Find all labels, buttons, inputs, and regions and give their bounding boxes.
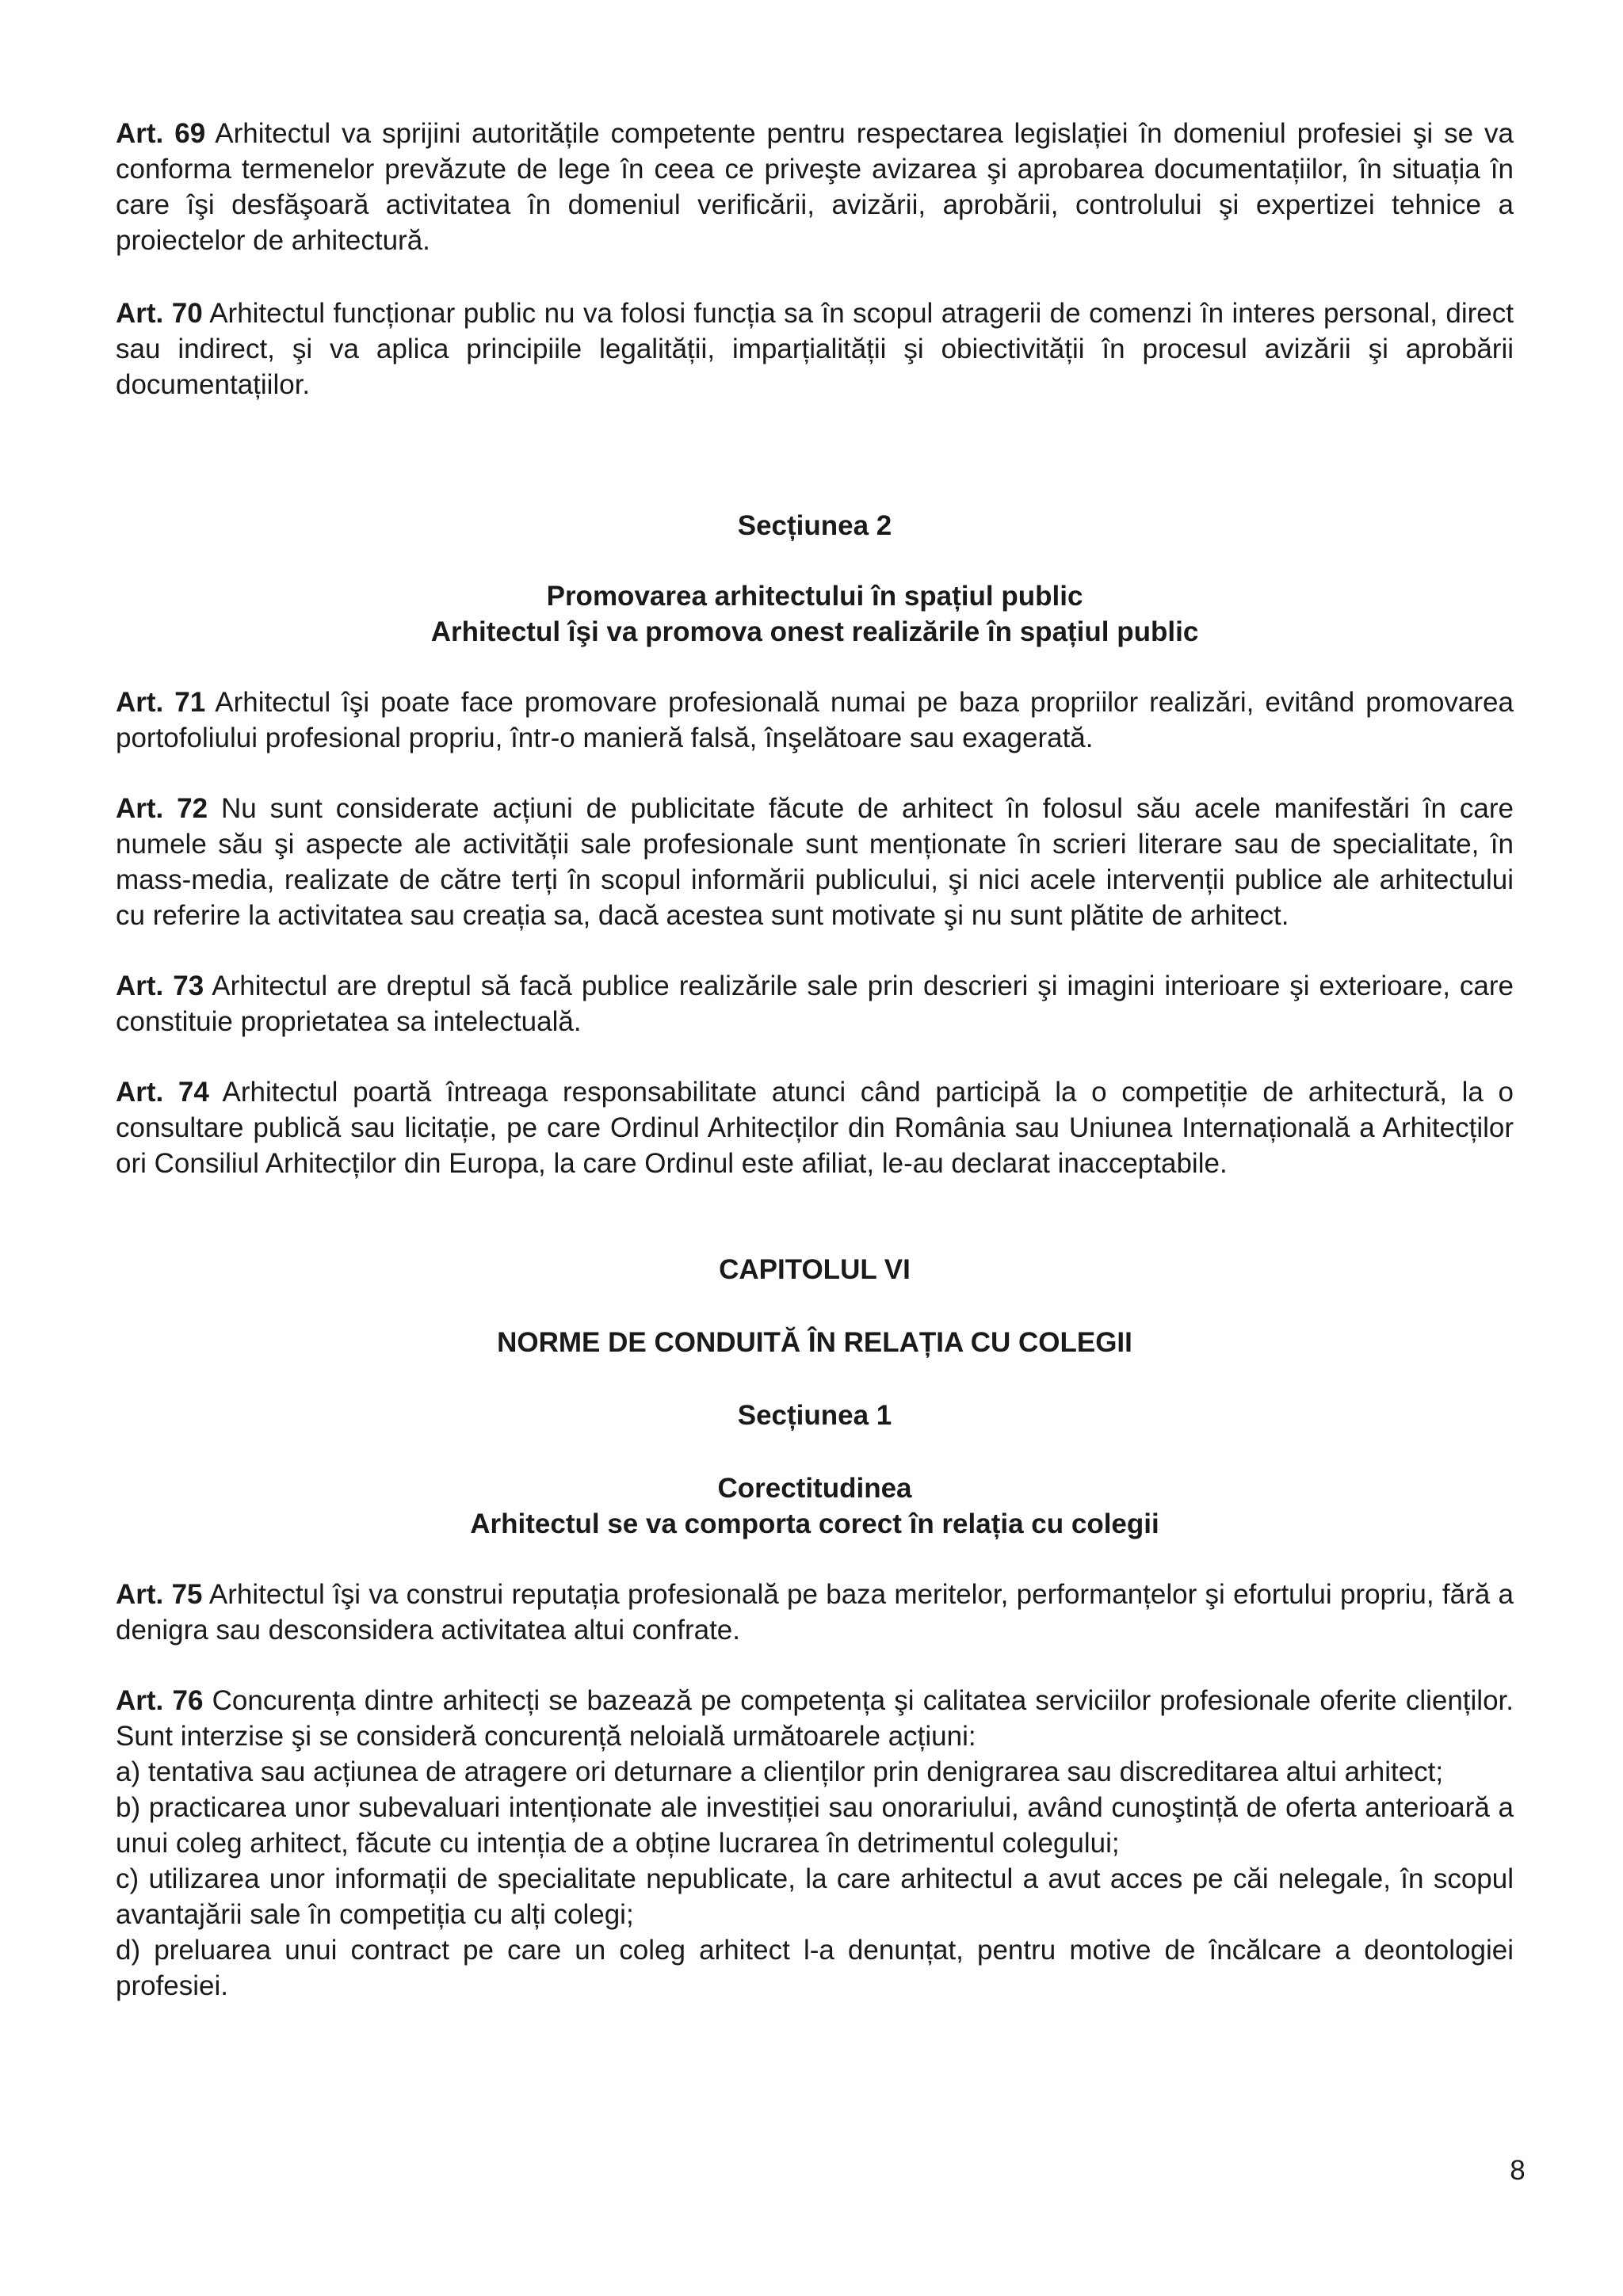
section-subheading: Arhitectul îşi va promova onest realizările în spațiul public [430,616,1199,647]
document-page [116,116,1514,2004]
article-72 [116,791,1514,933]
article-text: Arhitectul poartă întreaga responsabilitate atunci când participă la o competiție de arhitectură, la o consultare publică sau licitație, pe care Ordinul Arhitecților din România sau Uniunea Internațională a Arhitecților ori Consiliul Arhitecților din Europa, la care Ordinul este afiliat, le-au declarat inacceptabile. [116,1077,1514,1179]
article-text: Arhitectul îşi va construi reputația profesională pe baza meritelor, performanțelor şi efortului propriu, fără a denigra sau desconsidera activitatea altui confrate. [116,1579,1514,1646]
article-75 [116,1577,1514,1648]
article-text: Arhitectul va sprijini autoritățile competente pentru respectarea legislației în domeniul profesiei şi se va conforma termenelor prevăzute de lege în ceea ce priveşte avizarea şi aprobarea documentațiilor, în situația în care îşi desfăşoară activitatea în domeniul verificării, avizării, aprobării, controlului şi expertizei tehnice a proiectelor de arhitectură. [116,118,1514,256]
article-text: Arhitectul îşi poate face promovare profesională numai pe baza propriilor realizări, evitând promovarea portofoliului profesional propriu, într-o manieră falsă, înşelătoare sau exagerată. [116,687,1514,753]
article-label: Art. 74 [116,1077,209,1108]
article-70 [116,296,1514,402]
list-item: c) utilizarea unor informații de specialitate nepublicate, la care arhitectul a avut acces pe căi nelegale, în scopul avantajării sale în competiția cu alți colegi; [116,1863,1514,1930]
article-76 [116,1683,1514,1754]
page-number: 8 [1510,2155,1526,2186]
section-heading: Corectitudinea [717,1473,912,1504]
article-text: Nu sunt considerate acțiuni de publicitate făcute de arhitect în folosul său acele manifestări în care numele său şi aspecte ale activității sale profesionale sunt menționate în scrieri literare sau de specialitate, în mass-media, realizate de către terți în scopul informării publicului, şi nici acele intervenții publice ale arhitectului cu referire la activitatea sau creația sa, dacă acestea sunt motivate şi nu sunt plătite de arhitect. [116,793,1514,931]
article-74 [116,1074,1514,1181]
article-71 [116,685,1514,756]
article-label: Art. 69 [116,118,206,149]
article-text: Arhitectul funcționar public nu va folosi funcția sa în scopul atragerii de comenzi în interes personal, direct sau indirect, şi va aplica principiile legalității, imparțialității şi obiectivității în procesul avizării şi aprobării documentațiilor. [116,298,1514,400]
article-text: Arhitectul are dreptul să facă publice realizările sale prin descrieri şi imagini interioare şi exterioare, care constituie proprietatea sa intelectuală. [116,971,1514,1037]
article-label: Art. 72 [116,793,208,824]
article-label: Art. 73 [116,971,204,1001]
article-label: Art. 71 [116,687,206,718]
chapter-title: CAPITOLUL VI [719,1254,911,1285]
list-item: d) preluarea unui contract pe care un coleg arhitect l-a denunțat, pentru motive de încălcare a deontologiei profesiei. [116,1935,1514,2001]
article-label: Art. 76 [116,1685,204,1716]
section-title: Secțiunea 1 [737,1400,892,1431]
article-text: Concurența dintre arhitecți se bazează pe competența şi calitatea serviciilor profesionale oferite clienților. Sunt interzise şi se consideră concurență neloială următoarele acțiuni: [116,1685,1514,1752]
article-73 [116,968,1514,1039]
section-title: Secțiunea 2 [737,510,892,541]
list-item: b) practicarea unor subevaluari intenționate ale investiției sau onorariului, având cunoştință de oferta anterioară a unui coleg arhitect, făcute cu intenția de a obține lucrarea în detrimentul colegului; [116,1792,1514,1859]
section-subheading: Arhitectul se va comporta corect în relația cu colegii [470,1508,1159,1539]
chapter-subtitle: NORME DE CONDUITĂ ÎN RELAȚIA CU COLEGII [497,1327,1132,1358]
article-label: Art. 75 [116,1579,203,1610]
section-heading: Promovarea arhitectului în spațiul public [546,581,1083,612]
article-label: Art. 70 [116,298,203,329]
list-item: a) tentativa sau acțiunea de atragere ori deturnare a clienților prin denigrarea sau discreditarea altui arhitect; [116,1756,1444,1787]
article-69 [116,116,1514,258]
